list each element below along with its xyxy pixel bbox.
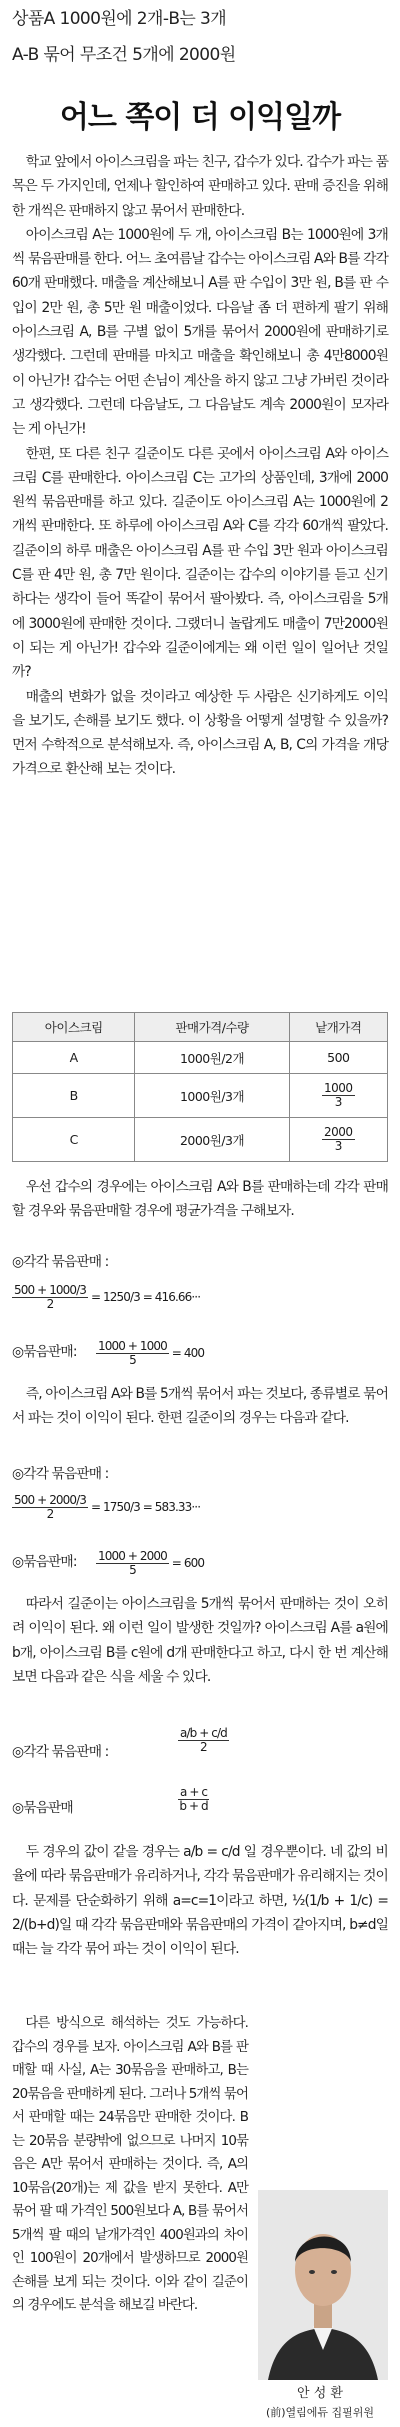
article-body [12, 150, 388, 782]
label-each-2: ◎각각 묶음판매 : [12, 1466, 109, 1482]
table-cell-name: B [13, 1074, 135, 1118]
paragraph-3: 한편, 또 다른 친구 길준이도 다른 곳에서 아이스크림 A와 아이스크림 C를 판매한다. 아이스크림 C는 고가의 상품인데, 3개에 2000원씩 묶음판매를 하고 있다. 길준이도 아이스크림 A는 1000원에 2개씩 판매한다. 또 하루에 아이스크림 A와 C를 각각 60개씩 팔았다. 길준이의 하루 매출은 아이스크림 A를 판 수입 3만 원과 아이스크림 C를 판 4만 원, 총 7만 원이다. 길준이는 갑수의 이야기를 듣고 신기하다는 생각이 들어 똑같이 묶어서 팔아봤다. 즉, 아이스크림을 5개에 3000원에 판매한 것이다. 그랬더니 놀랍게도 매출이 7만2000원이 되는 게 아닌가! 갑수와 길준이에게는 왜 이런 일이 일어난 것일까? [12, 445, 388, 681]
paragraph-2: 아이스크림 A는 1000원에 두 개, 아이스크림 B는 1000원에 3개씩 묶음판매를 한다. 어느 초여름날 갑수는 아이스크림 A와 B를 각각 60개 판매했다. 매출을 계산해보니 A를 판 수입이 3만 원, B를 판 수입이 2만 원, 총 5만 원 매출이었다. 다음날 좀 더 편하게 팔기 위해 아이스크림 A, B를 구별 없이 5개를 묶어서 2000원에 판매하기로 생각했다. 그런데 판매를 마치고 매출을 확인해보니 총 4만8000원이 아닌가! 갑수는 어떤 손님이 계산을 하지 않고 그냥 가버린 것이라고 생각했다. 그런데 다음날도, 그 다음날도 계속 2000원이 모자라는 게 아닌가! [12, 226, 388, 438]
table-cell-unit [289, 1074, 387, 1118]
paragraph-8: 두 경우의 값이 같을 경우는 a/b = c/d 일 경우뿐이다. 네 값의 비율에 따라 묶음판매가 유리하거나, 각각 묶음판매가 유리해지는 것이다. 문제를 단순화하기 위해 a=c=1이라고 하면, ½(1/b + 1/c) = 2/(b+d)일 때 각각 묶음판매와 묶음판매의 가격이 같아지며, b≠d일 때는 늘 각각 묶어 파는 것이 이익이 된다. [12, 1844, 388, 1958]
table-cell-unit [289, 1118, 387, 1162]
headline: 어느 쪽이 더 이익일까 [59, 100, 341, 135]
table-header-unit: 낱개가격 [289, 1013, 387, 1042]
paragraph-6: 즉, 아이스크림 A와 B를 5개씩 묶어서 파는 것보다, 종류별로 묶어서 파는 것이 이익이 된다. 한편 길준이의 경우는 다음과 같다. [12, 1386, 388, 1427]
formula-each-1: $\frac{500 + 1000/3}{2}$ = 1250/3 = 416.66··· [14, 1283, 201, 1311]
table-row [13, 1042, 388, 1074]
label-bundle-1: ◎묶음판매: [12, 1344, 77, 1360]
table-cell-unit: 500 [289, 1042, 387, 1074]
label-bundle-2: ◎묶음판매: [12, 1554, 77, 1570]
formula-bundle-general: $\frac{a + c}{b + d}$ [179, 1785, 208, 1813]
label-bundle-general: ◎묶음판매 [12, 1800, 73, 1816]
paragraph-7: 따라서 길준이는 아이스크림을 5개씩 묶어서 판매하는 것이 오히려 이익이 된다. 왜 이런 일이 발생한 것일까? 아이스크림 A를 a원에 b개, 아이스크림 B를 c원에 d개 판매한다고 하고, 다시 한 번 계산해보면 다음과 같은 식을 세울 수 있다. [12, 1596, 388, 1685]
formula-bundle-2: $\frac{1000 + 2000}{5}$ = 600 [98, 1549, 205, 1577]
kicker-line-1: 상품A 1000원에 2개-B는 3개 [12, 9, 227, 29]
table-header-icecream: 아이스크림 [13, 1013, 135, 1042]
author-affiliation: (前)열림에듀 집필위원 [265, 2406, 375, 2419]
formula-each-general: $\frac{a/b + c/d}{2}$ [180, 1726, 227, 1754]
table-row [13, 1118, 388, 1162]
formula-each-2: $\frac{500 + 2000/3}{2}$ = 1750/3 = 583.33··· [14, 1493, 201, 1521]
paragraph-4: 매출의 변화가 없을 것이라고 예상한 두 사람은 신기하게도 이익을 보기도, 손해를 보기도 했다. 이 상황을 어떻게 설명할 수 있을까? 먼저 수학적으로 분석해보자. 즉, 아이스크림 A, B, C의 가격을 개당 가격으로 환산해 보는 것이다. [12, 688, 388, 778]
formula-bundle-1: $\frac{1000 + 1000}{5}$ = 400 [98, 1339, 205, 1367]
paragraph-9: 다른 방식으로 해석하는 것도 가능하다. 갑수의 경우를 보자. 아이스크림 A와 B를 판매할 때 사실, A는 30묶음을 판매하고, B는 20묶음을 판매하게 된다. 그러나 5개씩 묶어서 판매할 때는 24묶음만 판매한 것이다. B는 20묶음 분량밖에 없으므로 나머지 10묶음은 A만 묶어서 판매하는 것이다. 즉, A의 10묶음(20개)는 제 값을 받지 못한다. A만 묶어 팔 때 가격인 500원보다 A, B를 묶어서 5개씩 팔 때의 낱개가격인 400원과의 차이인 100원이 20개에서 발생하므로 2000원 손해를 보게 되는 것이다. 이와 같이 길준이의 경우에도 분석을 해보길 바란다. [12, 2016, 248, 2313]
label-each-general: ◎각각 묶음판매 : [12, 1744, 109, 1760]
price-table [12, 1012, 388, 1162]
fraction: $\frac{2000}{3}$ [324, 1125, 353, 1153]
table-cell-name: A [13, 1042, 135, 1074]
table-row [13, 1074, 388, 1118]
table-header-price: 판매가격/수량 [135, 1013, 289, 1042]
kicker-line-2: A-B 묶어 무조건 5개에 2000원 [12, 45, 236, 65]
table-cell-price: 1000원/2개 [135, 1042, 289, 1074]
paragraph-5: 우선 갑수의 경우에는 아이스크림 A와 B를 판매하는데 각각 판매할 경우와 묶음판매할 경우에 평균가격을 구해보자. [12, 1179, 388, 1220]
paragraph-1: 학교 앞에서 아이스크림을 파는 친구, 갑수가 있다. 갑수가 파는 품목은 두 가지인데, 언제나 할인하여 판매하고 있다. 판매 증진을 위해 한 개씩은 판매하지 않고 묶어서 판매한다. [12, 154, 388, 219]
table-cell-price: 2000원/3개 [135, 1118, 289, 1162]
author-photo [258, 2190, 388, 2380]
fraction: $\frac{1000}{3}$ [324, 1081, 353, 1109]
table-cell-name: C [13, 1118, 135, 1162]
label-each-1: ◎각각 묶음판매 : [12, 1254, 109, 1270]
author-name: 안 성 환 [297, 2386, 343, 2401]
table-cell-price: 1000원/3개 [135, 1074, 289, 1118]
